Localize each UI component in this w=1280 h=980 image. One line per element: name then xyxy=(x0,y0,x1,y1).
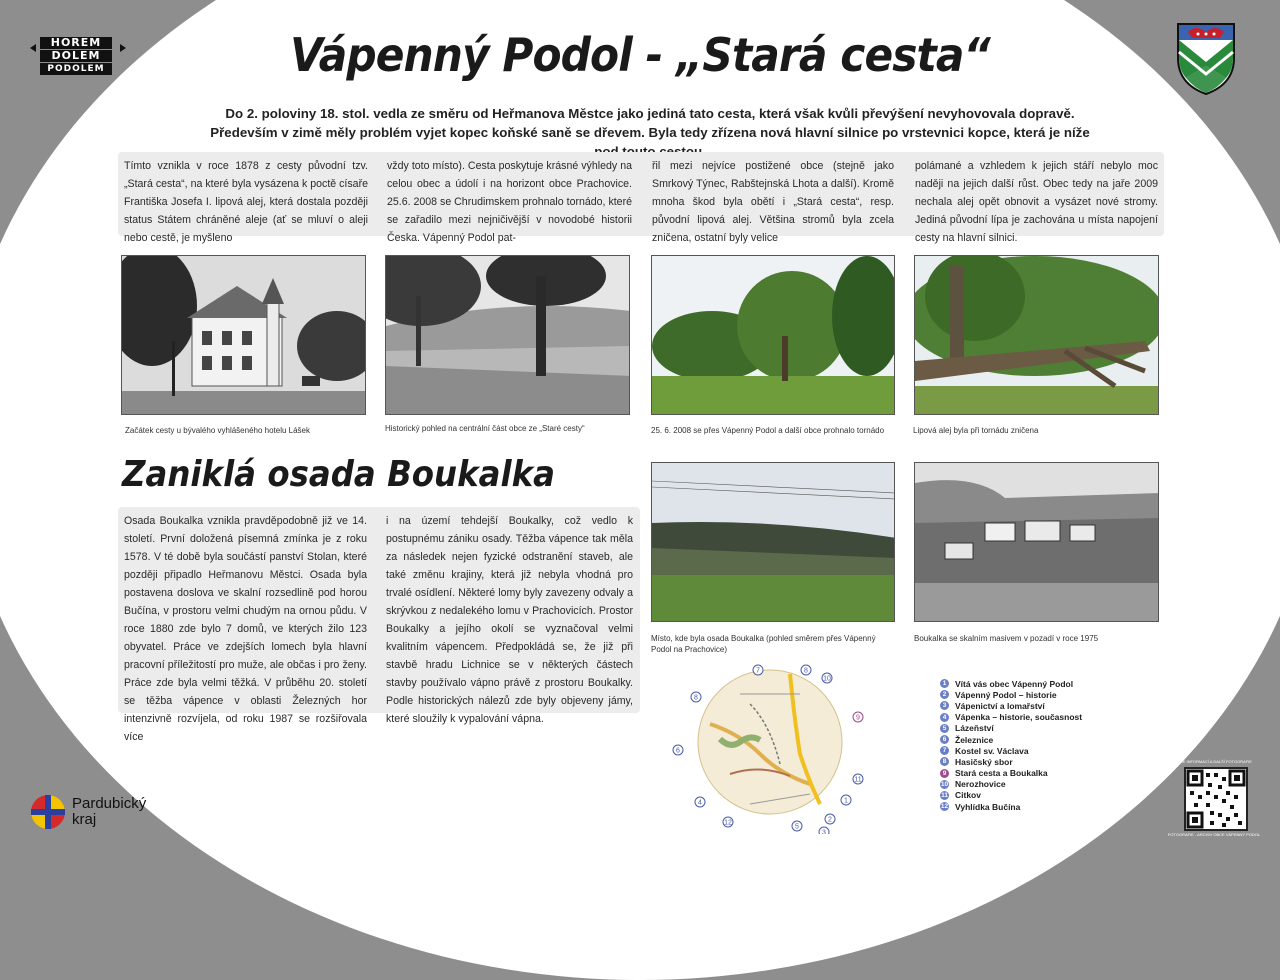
photo-caption: Historický pohled na centrální část obce ze „Staré cesty“ xyxy=(385,424,585,433)
text-column: Tímto vznikla v roce 1878 z cesty původní tzv. „Stará cesta“, na které byla vysázena k poctě císaře Františka Josefa I. lipová alej, která dostala později status Státem chráněné aleje (ať se mluví o aleji nebo cestě, je myšleno xyxy=(124,160,368,244)
region-emblem-icon xyxy=(30,794,66,830)
legend-item: 10 Nerozhovice xyxy=(940,779,1006,790)
legend-item-active: 9 Stará cesta a Boukalka xyxy=(940,768,1082,779)
legend-item: 2 Vápenný Podol – historie xyxy=(940,689,1082,700)
pardubicky-kraj-logo xyxy=(30,794,146,830)
photo-fallen-alley xyxy=(914,255,1159,415)
lead-paragraph: Do 2. poloviny 18. stol. vedla ze směru od Heřmanova Městce jako jediná tato cesta, která však kvůli převýšení nevyhovovala dopravě. Především v zimě měly problém vyjet kopec koňské saně se dřevem. Byla tedy zřízena nová hlavní silnice po vrstevnici kopce, která je níže xyxy=(210,106,1090,140)
logo-line: DOLEM xyxy=(40,50,112,62)
photo-caption: Lipová alej byla při tornádu zničena xyxy=(913,426,1039,435)
photo-caption: Boukalka se skalním masivem v pozadí v roce 1975 xyxy=(914,634,1099,643)
legend-item: 12 Vyhlídka Bučína xyxy=(940,801,1021,812)
photo-tornado-2008 xyxy=(651,255,895,415)
map-marker: 5 xyxy=(795,823,799,831)
coat-of-arms-icon xyxy=(1174,22,1238,96)
legend-item: 5 Lázeňství xyxy=(940,723,1082,734)
map-marker: 7 xyxy=(756,667,760,675)
text-column: vždy toto místo). Cesta poskytuje krásné výhledy na celou obec a údolí i na horizont obce Prachovice. 25.6. 2008 se Chrudimskem prohnalo tornádo, které se zařadilo mezi nejničivější v novodobé historii Česka. Vápenný Podol pat- xyxy=(387,160,632,244)
photo-hotel-lasek xyxy=(121,255,366,415)
map-legend xyxy=(940,678,1082,812)
photo-caption: 25. 6. 2008 se přes Vápenný Podol a další obce prohnalo tornádo xyxy=(651,426,885,435)
map-marker: 12 xyxy=(724,819,732,827)
legend-item: 3 Vápenictví a lomařství xyxy=(940,700,1082,711)
qr-caption-bottom: FOTOGRAFIE - ARCHIV OBCE VÁPENNÝ PODOL xyxy=(1167,832,1261,837)
logo-line: PODOLEM xyxy=(40,63,112,75)
legend-item: 7 Kostel sv. Václava xyxy=(940,745,1082,756)
map-marker: 9 xyxy=(856,714,860,722)
text-column: Osada Boukalka vznikla pravděpodobně již ve 14. století. První doložená písemná zmínka je z roku 1578. V té době byla součástí panství Stolan, které později připadlo Heřmanovu Městci. Osada byla postavena doslova ve skalní rozsedlině pod horou Bučína, v prostoru velmi chudým na ornou půdu. V roce 1880 zde bylo 7 domů, ve kterých žilo 123 obyvatel. Práce ve zdejších lomech byla hlavní pracovní příležitostí pro muže, ale občas i pro ženy. Práce zde byla velmi těžká. V průběhu 20. století se těžba vápence v oblasti Železných hor intenzivně rozvíjela, od roku 1987 se rozšiřovala více xyxy=(124,515,367,743)
legend-item: 11 Citkov xyxy=(941,790,981,801)
photo-boukalka-place xyxy=(651,462,895,622)
map-marker: 2 xyxy=(828,816,832,824)
legend-item: 8 Hasičský sbor xyxy=(940,756,1082,767)
section-heading: Zaniklá osada Boukalka xyxy=(122,454,556,495)
map-marker: 11 xyxy=(854,776,862,784)
photo-caption: Místo, kde byla osada Boukalka (pohled směrem přes Vápenný Podol na Prachovice) xyxy=(651,634,876,654)
region-name-line: kraj xyxy=(72,811,97,828)
qr-code[interactable] xyxy=(1184,767,1248,831)
trail-map xyxy=(670,664,870,834)
region-name-line: Pardubický xyxy=(72,795,147,812)
map-marker: 8 xyxy=(694,694,698,702)
horem-dolem-logo xyxy=(34,36,118,76)
map-marker: 6 xyxy=(676,747,680,755)
map-marker: 10 xyxy=(823,675,831,683)
photo-historic-view xyxy=(385,255,630,415)
text-column: polámané a vzhledem k jejich stáří nebylo moc naději na jejich další růst. Obec tedy na jaře 2009 nechala alej opět obnovit a vysázet nové stromy. Jediná původní lípa je zachována u místa napojení cesty na hlavní silnici. xyxy=(915,160,1158,244)
page-title: Vápenný Podol - „Stará cesta“ xyxy=(290,28,990,82)
qr-caption-top: VÍCE INFORMACÍ A DALŠÍ FOTOGRAFIE xyxy=(1176,759,1252,764)
text-column: i na území tehdejší Boukalky, což vedlo k postupnému zániku osady. Těžba vápence tak měla za následek nejen fyzické odstranění staveb, ale také změnu krajiny, která již nebyla vhodná pro trvalé osídlení. Některé lomy byly zavezeny odvaly a skrývkou z nedalekého lomu v Prachovicích. Prostor Boukalky a jejího okolí se vyznačoval velmi kvalitním vápencem. Předpokládá se, že již při stavbě hradu Lichnice se v některých částech stavby používalo vápno právě z prostoru Boukalky. Podle historických nálezů zde byly objeveny jámy, které sloužily k vypalování vápna. xyxy=(386,515,633,725)
legend-item: 6 Železnice xyxy=(940,734,1082,745)
map-marker: 1 xyxy=(844,797,848,805)
arrow-right-icon xyxy=(120,44,126,52)
text-column: řil mezi nejvíce postižené obce (stejně jako Smrkový Týnec, Rabštejnská Lhota a další). Kromě mnoha škod byla obětí i „Stará cesta“, resp. původní lipová alej. Většina stromů byla zcela zničena, ostatní byly velice xyxy=(652,160,894,244)
legend-item: 1 Vítá vás obec Vápenný Podol xyxy=(940,678,1082,689)
photo-boukalka-1975 xyxy=(914,462,1159,622)
legend-item: 4 Vápenka – historie, současnost xyxy=(940,712,1082,723)
map-marker: 8 xyxy=(804,667,808,675)
map-marker: 3 xyxy=(822,829,826,834)
map-marker: 4 xyxy=(698,799,702,807)
photo-caption: Začátek cesty u bývalého vyhlášeného hotelu Lášek xyxy=(125,426,311,435)
logo-line: HOREM xyxy=(40,37,112,49)
